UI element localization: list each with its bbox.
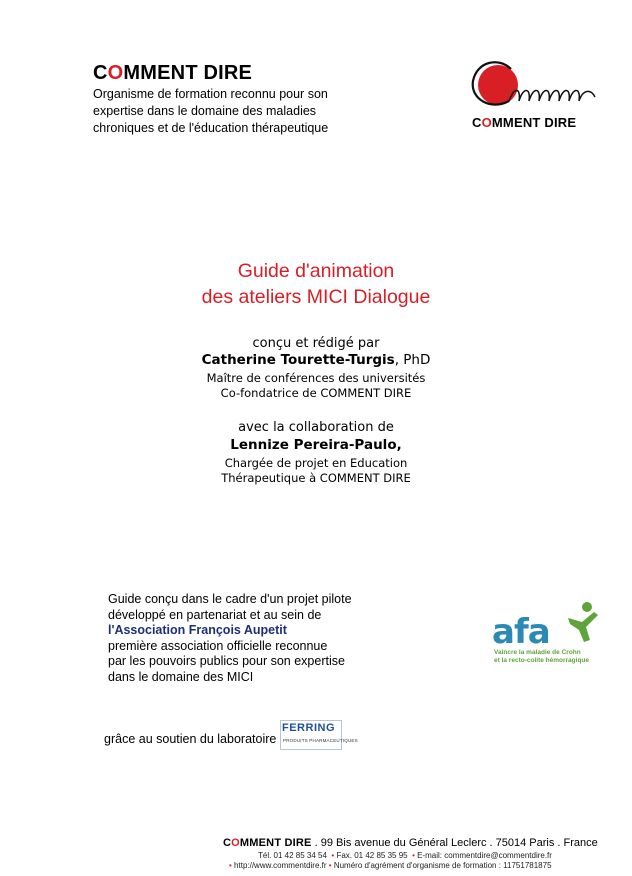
footer-contact-line [258,851,552,860]
footer-web-line [229,861,552,870]
collaborator-name: Lennize Pereira-Paulo [230,437,397,453]
logo-rest: MMENT DIRE [491,115,577,130]
partner-line-5: par les pouvoirs publics pour son expertise [108,654,345,668]
footer-brand-c: C [223,837,232,849]
title-line-2: des ateliers MICI Dialogue [201,286,431,308]
footer-address-line [223,837,598,849]
afa-subtitle-2: et la recto-colite hémorragique [494,657,589,664]
collab-intro: avec la collaboration de [238,420,394,435]
title-line-1: Guide d'animation [237,260,395,282]
partner-line-1: Guide conçu dans le cadre d'un projet pilote [108,592,352,606]
brand-letter-o: O [107,62,124,84]
author-role-2: Co-fondatrice de COMMENT DIRE [220,386,412,400]
footer-brand-o: O [231,837,240,849]
logo-wordmark [472,115,576,130]
document-title [0,258,632,310]
afa-subtitle [494,649,614,665]
credit-intro: conçu et rédigé par [252,336,380,351]
footer-address: . 99 Bis avenue du Général Leclerc . 75014 Paris . France [311,837,598,849]
footer-agrement: Numéro d'agrément d'organisme de formation : 11751781875 [333,861,552,870]
partner-line-2: développé en partenariat et au sein de [108,607,322,622]
author-name-line [0,352,632,368]
footer-website-link[interactable]: http://www.commentdire.fr [234,861,327,870]
association-name: l'Association François Aupetit [108,623,287,637]
partner-line-6: dans le domaine des MICI [108,669,254,684]
author-name: Catherine Tourette-Turgis [201,352,395,368]
support-text: grâce au soutien du laboratoire [104,732,277,746]
brand-tagline [93,86,353,137]
collaborator-separator: , [396,437,402,453]
brand-letter-c: C [93,62,108,84]
ferring-wordmark: FERRING [282,722,335,734]
bullet-icon: • [331,851,335,860]
partnership-text [108,592,378,685]
logo-letter-o: O [481,115,492,130]
ferring-subtitle: PRODUITS PHARMACEUTIQUES [283,738,358,743]
bullet-icon: • [412,851,415,860]
author-degree: , PhD [394,352,431,368]
collab-role-2: Thérapeutique à COMMENT DIRE [221,471,411,485]
bullet-icon: • [229,861,232,870]
footer-brand-rest: MMENT DIRE [239,837,312,849]
collaborator-name-line [0,437,632,453]
logo-script-text: Cm [565,65,567,66]
partner-line-4: première association officielle reconnue [108,638,328,653]
tagline-line-2: expertise dans le domaine des maladies [93,104,317,118]
tagline-line-1: Organisme de formation reconnu pour son [93,87,328,101]
afa-subtitle-1: Vaincre la maladie de Crohn [494,649,581,656]
footer-fax: Fax. 01 42 85 35 95 [336,851,408,860]
logo-letter-c: C [472,115,482,130]
bullet-icon: • [328,861,332,870]
logo-red-circle [478,65,518,105]
logo-m-stroke [509,90,595,101]
afa-wordmark: afa [492,612,550,652]
brand-rest: MMENT DIRE [123,62,253,84]
tagline-line-3: chroniques et de l'éducation thérapeutique [93,121,329,135]
author-role-1: Maître de conférences des universités [206,371,426,385]
footer-phone: Tél. 01 42 85 34 54 [258,851,327,860]
afa-figure-icon [568,602,598,642]
footer-email[interactable]: E-mail: commentdire@commentdire.fr [417,851,552,860]
collab-role-1: Chargée de projet en Education [224,456,408,470]
brand-name [93,62,252,85]
